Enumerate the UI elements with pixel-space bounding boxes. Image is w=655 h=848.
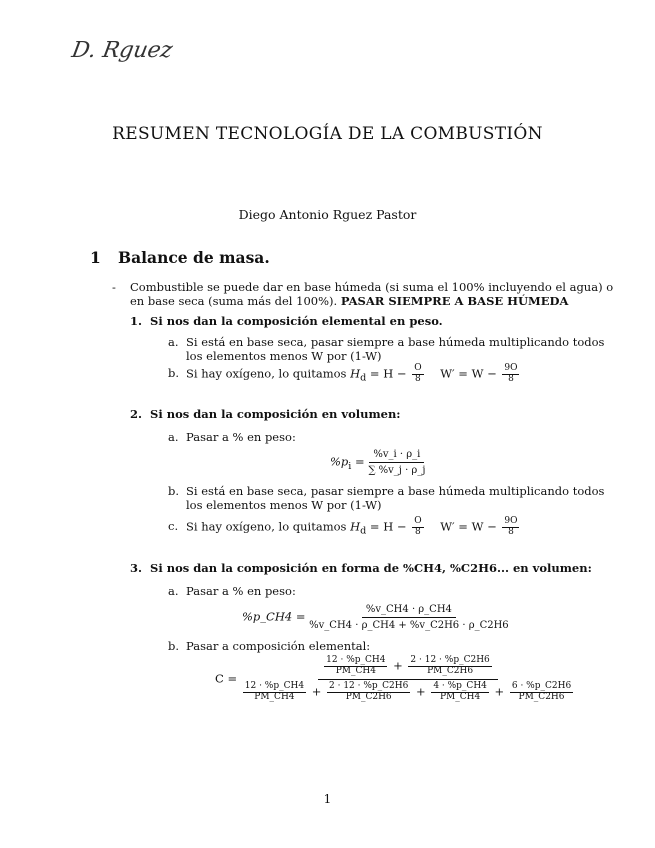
numerator: O <box>414 363 422 373</box>
fraction <box>327 682 410 703</box>
math: i <box>348 460 352 472</box>
numerator: 12 · %p_CH4 <box>244 680 305 691</box>
item-marker: 3. <box>130 561 143 575</box>
item-2 <box>130 407 401 421</box>
subitem-text: Pasar a % en peso: <box>186 430 296 444</box>
numerator: 2 · 12 · %p_C2H6 <box>410 655 490 665</box>
denominator: ∑ %v_j · ρ_j <box>368 465 426 476</box>
math: C = <box>215 671 238 686</box>
bullet-text: en base seca (suma más del 100%). <box>130 294 338 308</box>
subitem-text: Pasar a composición elemental: <box>186 639 371 653</box>
denominator: PM_C2H6 <box>518 691 565 702</box>
subitem-line-2: los elementos menos W por (1-W) <box>186 349 382 363</box>
subitem-marker: b. <box>168 484 180 498</box>
subitem-marker: a. <box>168 584 179 598</box>
denominator: PM_C2H6 <box>345 691 392 702</box>
document-title: RESUMEN TECNOLOGÍA DE LA COMBUSTIÓN <box>112 124 543 144</box>
math: = H − <box>369 519 407 534</box>
numerator: 9O <box>504 516 518 526</box>
carbon-composition-formula <box>215 656 575 703</box>
subitem-marker: b. <box>168 366 180 380</box>
denominator: PM_CH4 <box>254 691 295 702</box>
item-title: Si nos dan la composición elemental en peso. <box>150 314 443 328</box>
item-marker: 2. <box>130 407 143 421</box>
bullet-emphasis: PASAR SIEMPRE A BASE HÚMEDA <box>340 294 569 308</box>
subitem-marker: a. <box>168 335 179 349</box>
handwritten-signature: D. Rguez <box>69 38 175 63</box>
item-3 <box>130 561 592 575</box>
ch4-weight-formula <box>242 604 509 631</box>
fraction <box>412 517 423 538</box>
denominator: 8 <box>508 526 514 537</box>
fraction <box>502 364 519 385</box>
denominator: 8 <box>508 373 514 384</box>
math: d <box>360 525 367 537</box>
math: %p_CH4 = <box>242 609 306 624</box>
fraction <box>309 604 509 631</box>
fraction <box>243 682 306 703</box>
subitem-line-1: Si está en base seca, pasar siempre a base húmeda multiplicando todos <box>186 335 605 349</box>
item-title: Si nos dan la composición en volumen: <box>150 407 401 421</box>
subitem-line-2: los elementos menos W por (1-W) <box>186 498 382 512</box>
bullet-line-1: Combustible se puede dar en base húmeda (si suma el 100% incluyendo el agua) o <box>130 280 614 294</box>
item-title: Si nos dan la composición en forma de %CH4, %C2H6... en volumen: <box>150 561 592 575</box>
numerator: 12 · %p_CH4 <box>326 655 386 665</box>
item-marker: 1. <box>130 314 143 328</box>
denominator: %v_CH4 · ρ_CH4 + %v_C2H6 · ρ_C2H6 <box>309 620 509 631</box>
section-title: Balance de masa. <box>118 248 270 267</box>
denominator: PM_CH4 <box>335 665 376 676</box>
subitem-text: Si hay oxígeno, lo quitamos <box>186 519 347 534</box>
fraction <box>324 656 387 677</box>
section-number: 1 <box>90 248 101 267</box>
fraction <box>502 517 519 538</box>
math: W′ = W − <box>440 366 497 381</box>
item-1 <box>130 314 443 328</box>
math: W′ = W − <box>440 519 497 534</box>
fraction <box>368 449 425 476</box>
subitem-text: Si hay oxígeno, lo quitamos <box>186 366 347 381</box>
fraction <box>510 682 573 703</box>
section-heading <box>90 248 270 267</box>
denominator: 8 <box>415 526 421 537</box>
numerator: %v_CH4 · ρ_CH4 <box>362 604 456 618</box>
denominator: 8 <box>415 373 421 384</box>
author: Diego Antonio Rguez Pastor <box>238 207 417 222</box>
math: %p <box>330 454 349 469</box>
denominator: $\frac{12 \cdot \%p\_CH4}{PM\_CH4}$ + $\frac{2 \cdot 12 \cdot \%p\_C2H6}{PM\_C2H6}$ + $\frac{4 \cdot \%p\_CH4}{PM\_CH4}$ + $\frac{6 \cdot \%p\_C2H6}{PM\_C2H6}$ <box>244 680 572 702</box>
numerator: %v_i · ρ_i <box>369 449 424 463</box>
numerator: $\frac{12 \cdot \%p\_CH4}{PM\_CH4}$ + $\frac{2 \cdot 12 \cdot \%p\_C2H6}{PM\_C2H6}$ <box>318 656 498 680</box>
math: d <box>360 372 367 384</box>
denominator: PM_C2H6 <box>427 665 474 676</box>
denominator: PM_CH4 <box>439 691 481 702</box>
math: H <box>350 366 361 381</box>
subitem-line-1: Si está en base seca, pasar siempre a base húmeda multiplicando todos <box>186 484 605 498</box>
numerator: O <box>414 516 422 526</box>
bullet-line-2 <box>130 294 568 308</box>
fraction <box>408 656 491 677</box>
fraction <box>431 682 489 703</box>
numerator: 6 · %p_C2H6 <box>511 680 572 691</box>
page-number: 1 <box>323 792 332 806</box>
subitem-text: Pasar a % en peso: <box>186 584 296 598</box>
weight-percent-formula: $\%p_i$ = $\frac{\%v\_i \cdot \rho\_i}{\sum \%v\_j \cdot \rho\_j}$ <box>330 449 426 476</box>
subitem-oxygen-formula <box>186 364 521 385</box>
numerator: 9O <box>504 363 518 373</box>
bullet-marker: - <box>112 280 116 294</box>
subitem-marker: b. <box>168 639 180 653</box>
math: H <box>350 519 361 534</box>
math: = H − <box>369 366 407 381</box>
subitem-marker: a. <box>168 430 179 444</box>
subitem-oxygen-formula <box>186 517 521 538</box>
numerator: 2 · 12 · %p_C2H6 <box>329 680 409 691</box>
numerator: 4 · %p_CH4 <box>433 680 487 691</box>
fraction <box>241 656 575 703</box>
subitem-marker: c. <box>168 519 179 533</box>
fraction <box>412 364 423 385</box>
